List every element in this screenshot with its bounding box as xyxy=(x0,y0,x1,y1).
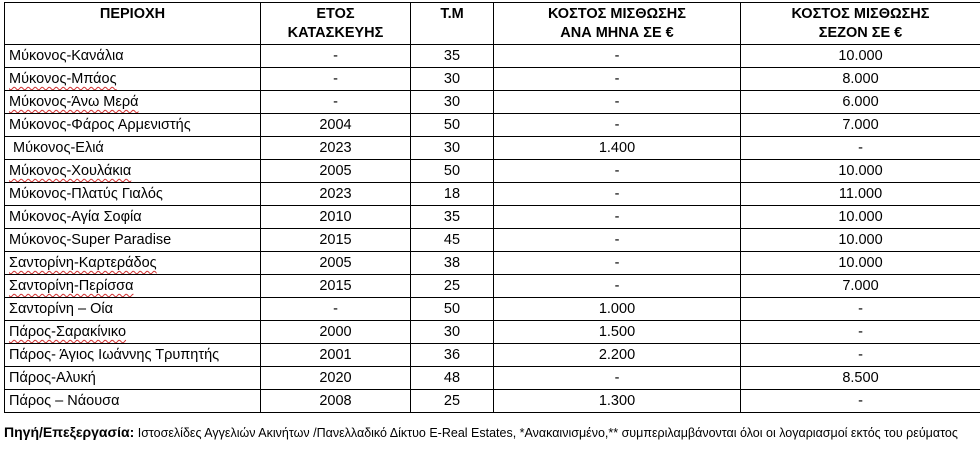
cell-monthly: - xyxy=(494,275,741,298)
table-row xyxy=(5,68,980,91)
cell-year: - xyxy=(261,45,411,68)
cell-monthly: 1.300 xyxy=(494,390,741,413)
spellcheck-text: Μύκονος-Άνω Μερά xyxy=(9,94,139,110)
header-season-cost: ΚΟΣΤΟΣ ΜΙΣΘΩΣΗΣ ΣΕΖΟΝ ΣΕ € xyxy=(741,3,980,45)
cell-monthly: 1.000 xyxy=(494,298,741,321)
cell-region: Πάρος-Αλυκή xyxy=(5,367,261,390)
cell-region: Μύκονος-Φάρος Αρμενιστής xyxy=(5,114,261,137)
cell-sqm: 30 xyxy=(411,137,494,160)
cell-region: Μύκονος-Super Paradise xyxy=(5,229,261,252)
table-row xyxy=(5,321,980,344)
cell-region xyxy=(5,321,261,344)
cell-sqm: 50 xyxy=(411,160,494,183)
cell-sqm: 35 xyxy=(411,206,494,229)
header-sqm: Τ.Μ xyxy=(411,3,494,45)
cell-monthly: - xyxy=(494,183,741,206)
cell-sqm: 38 xyxy=(411,252,494,275)
cell-season: 10.000 xyxy=(741,160,980,183)
cell-monthly: - xyxy=(494,114,741,137)
cell-season: 10.000 xyxy=(741,206,980,229)
cell-year: 2023 xyxy=(261,183,411,206)
cell-region: Μύκονος-Κανάλια xyxy=(5,45,261,68)
cell-monthly: - xyxy=(494,229,741,252)
cell-sqm: 36 xyxy=(411,344,494,367)
cell-year: 2005 xyxy=(261,252,411,275)
cell-year: 2004 xyxy=(261,114,411,137)
spellcheck-text: Σαντορίνη-Περίσσα xyxy=(9,278,134,294)
source-label: Πηγή/Επεξεργασία: xyxy=(4,424,135,440)
cell-monthly: - xyxy=(494,252,741,275)
cell-season: - xyxy=(741,137,980,160)
cell-season: - xyxy=(741,321,980,344)
cell-region xyxy=(5,160,261,183)
table-header-row xyxy=(5,3,980,45)
rental-cost-table xyxy=(4,2,980,413)
cell-sqm: 30 xyxy=(411,321,494,344)
cell-sqm: 45 xyxy=(411,229,494,252)
table-row xyxy=(5,137,980,160)
cell-sqm: 25 xyxy=(411,390,494,413)
cell-sqm: 18 xyxy=(411,183,494,206)
cell-monthly: - xyxy=(494,45,741,68)
spellcheck-text: Πάρος-Σαρακίνικο xyxy=(9,324,127,340)
spellcheck-text: Σαντορίνη-Καρτεράδος xyxy=(9,255,157,271)
source-note xyxy=(4,424,980,440)
cell-region: Σαντορίνη – Οία xyxy=(5,298,261,321)
cell-region xyxy=(5,275,261,298)
cell-sqm: 48 xyxy=(411,367,494,390)
cell-season: 8.000 xyxy=(741,68,980,91)
cell-season: 6.000 xyxy=(741,91,980,114)
source-text: Ιστοσελίδες Αγγελιών Ακινήτων /Πανελλαδικό Δίκτυο E-Real Estates, *Ανακαινισμένο,** συμπεριλαμβάνονται όλοι οι λογαριασμοί εκτός του ρεύματος xyxy=(134,426,958,440)
table-row xyxy=(5,298,980,321)
cell-region xyxy=(5,252,261,275)
table-row xyxy=(5,160,980,183)
table-row xyxy=(5,45,980,68)
cell-sqm: 30 xyxy=(411,68,494,91)
cell-year: 2005 xyxy=(261,160,411,183)
cell-monthly: 1.500 xyxy=(494,321,741,344)
cell-region: Μύκονος-Ελιά xyxy=(5,137,261,160)
cell-season: 10.000 xyxy=(741,229,980,252)
cell-season: 8.500 xyxy=(741,367,980,390)
table-row xyxy=(5,206,980,229)
rental-table-container xyxy=(4,2,980,413)
table-row xyxy=(5,229,980,252)
cell-monthly: - xyxy=(494,160,741,183)
spellcheck-text: Μύκονος-Χουλάκια xyxy=(9,163,132,179)
cell-sqm: 50 xyxy=(411,114,494,137)
cell-monthly: 2.200 xyxy=(494,344,741,367)
cell-year: - xyxy=(261,91,411,114)
header-region: ΠΕΡΙΟΧΗ xyxy=(5,3,261,45)
header-year: ΕΤΟΣ ΚΑΤΑΣΚΕΥΗΣ xyxy=(261,3,411,45)
table-row xyxy=(5,252,980,275)
cell-region: Μύκονος-Αγία Σοφία xyxy=(5,206,261,229)
cell-year: 2015 xyxy=(261,275,411,298)
cell-year: 2001 xyxy=(261,344,411,367)
cell-sqm: 25 xyxy=(411,275,494,298)
table-row xyxy=(5,114,980,137)
cell-season: - xyxy=(741,298,980,321)
cell-season: - xyxy=(741,344,980,367)
table-row xyxy=(5,367,980,390)
cell-region: Πάρος- Άγιος Ιωάννης Τρυπητής xyxy=(5,344,261,367)
cell-season: 7.000 xyxy=(741,114,980,137)
cell-monthly: 1.400 xyxy=(494,137,741,160)
cell-region xyxy=(5,68,261,91)
cell-monthly: - xyxy=(494,206,741,229)
cell-season: 11.000 xyxy=(741,183,980,206)
table-row xyxy=(5,390,980,413)
cell-region: Πάρος – Νάουσα xyxy=(5,390,261,413)
cell-year: - xyxy=(261,298,411,321)
cell-year: 2023 xyxy=(261,137,411,160)
cell-sqm: 50 xyxy=(411,298,494,321)
cell-sqm: 30 xyxy=(411,91,494,114)
cell-year: 2008 xyxy=(261,390,411,413)
cell-year: 2015 xyxy=(261,229,411,252)
cell-season: 10.000 xyxy=(741,45,980,68)
cell-year: - xyxy=(261,68,411,91)
cell-monthly: - xyxy=(494,68,741,91)
cell-year: 2000 xyxy=(261,321,411,344)
header-monthly-cost: ΚΟΣΤΟΣ ΜΙΣΘΩΣΗΣ ΑΝΑ ΜΗΝΑ ΣΕ € xyxy=(494,3,741,45)
cell-season: 7.000 xyxy=(741,275,980,298)
cell-season: - xyxy=(741,390,980,413)
cell-monthly: - xyxy=(494,367,741,390)
cell-season: 10.000 xyxy=(741,252,980,275)
table-row xyxy=(5,91,980,114)
table-row xyxy=(5,344,980,367)
table-row xyxy=(5,183,980,206)
cell-monthly: - xyxy=(494,91,741,114)
table-row xyxy=(5,275,980,298)
cell-region: Μύκονος-Πλατύς Γιαλός xyxy=(5,183,261,206)
cell-sqm: 35 xyxy=(411,45,494,68)
cell-year: 2020 xyxy=(261,367,411,390)
cell-region xyxy=(5,91,261,114)
cell-year: 2010 xyxy=(261,206,411,229)
spellcheck-text: Μύκονος-Μπάος xyxy=(9,71,117,87)
